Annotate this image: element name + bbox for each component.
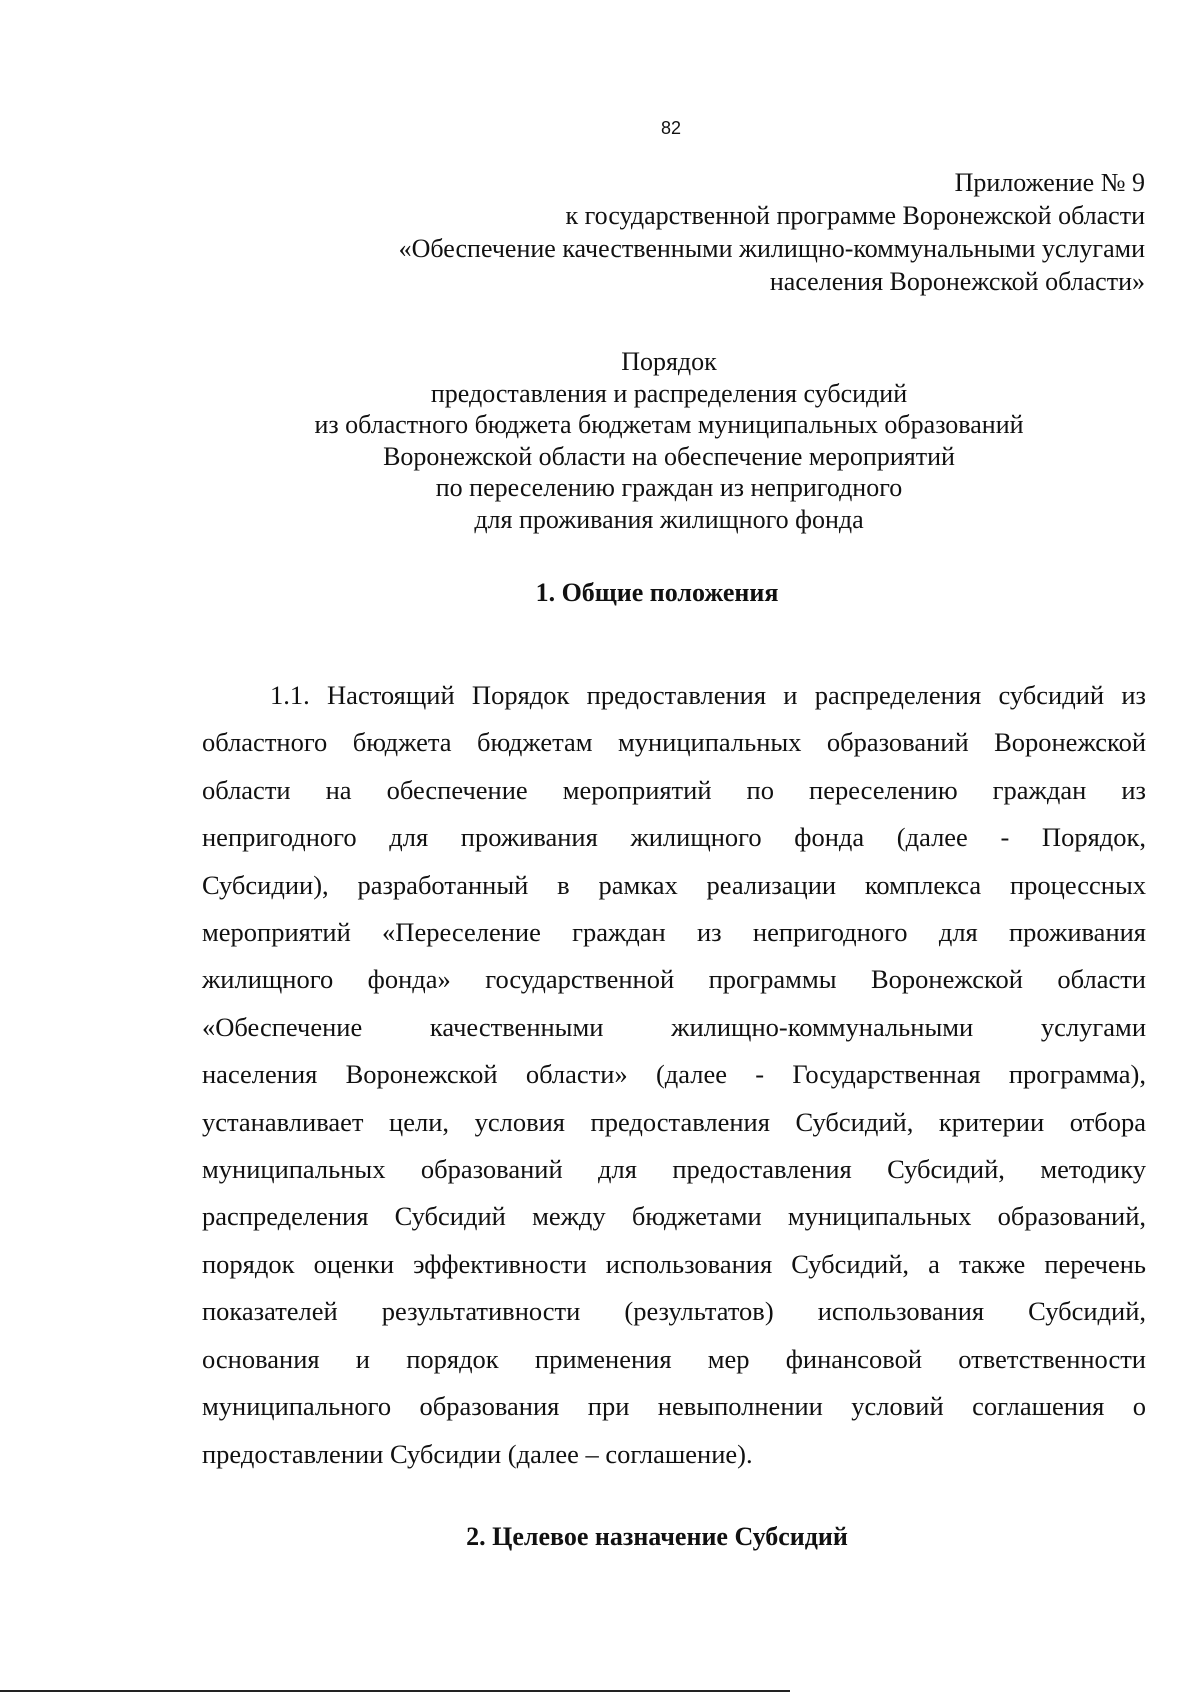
document-title-line: предоставления и распределения субсидий xyxy=(430,378,908,408)
paragraph-line: показателей результативности (результатов) использования Субсидий, xyxy=(202,1296,1146,1327)
appendix-line: Приложение № 9 xyxy=(954,168,1145,197)
paragraph-line: мероприятий «Переселение граждан из непригодного для проживания xyxy=(202,917,1146,948)
paragraph-line: области на обеспечение мероприятий по переселению граждан из xyxy=(202,774,1146,805)
paragraph-line: муниципальных образований для предоставления Субсидий, методику xyxy=(202,1154,1146,1185)
paragraph-line: 1.1. Настоящий Порядок предоставления и распределения субсидий из xyxy=(270,680,1146,710)
appendix-line: населения Воронежской области» xyxy=(769,267,1145,296)
paragraph-line: порядок оценки эффективности использования Субсидий, а также перечень xyxy=(202,1248,1146,1279)
paragraph-line: областного бюджета бюджетам муниципальных образований Воронежской xyxy=(202,727,1146,758)
document-title-line: из областного бюджета бюджетам муниципальных образований xyxy=(314,410,1024,439)
document-title xyxy=(0,346,1200,535)
document-title-line: Воронежской области на обеспечение мероприятий xyxy=(383,441,955,471)
page-number: 82 xyxy=(660,118,682,138)
paragraph-line: основания и порядок применения мер финансовой ответственности xyxy=(202,1343,1146,1374)
paragraph-line: непригодного для проживания жилищного фонда (далее - Порядок, xyxy=(202,822,1146,853)
paragraph-line: Субсидии), разработанный в рамках реализации комплекса процессных xyxy=(202,869,1146,900)
document-title-line: по переселению граждан из непригодного xyxy=(435,473,903,502)
paragraph-line: устанавливает цели, условия предоставления Субсидий, критерии отбора xyxy=(202,1106,1146,1137)
appendix-line: к государственной программе Воронежской области xyxy=(565,201,1145,230)
document-title-line: для проживания жилищного фонда xyxy=(474,504,864,534)
paragraph-line: населения Воронежской области» (далее - Государственная программа), xyxy=(202,1059,1146,1090)
section-2-heading: 2. Целевое назначение Субсидий xyxy=(466,1522,848,1551)
paragraph-line: жилищного фонда» государственной программы Воронежской области xyxy=(202,964,1146,995)
section-1-paragraph xyxy=(202,672,1146,1478)
appendix-line: «Обеспечение качественными жилищно-коммунальными услугами xyxy=(398,234,1145,263)
document-title-line: Порядок xyxy=(621,347,717,376)
paragraph-line: предоставлении Субсидии (далее – соглашение). xyxy=(202,1438,753,1469)
section-1-heading: 1. Общие положения xyxy=(535,578,779,607)
paragraph-line: «Обеспечение качественными жилищно-коммунальными услугами xyxy=(202,1011,1146,1042)
paragraph-line: муниципального образования при невыполнении условий соглашения о xyxy=(202,1391,1146,1422)
paragraph-line: распределения Субсидий между бюджетами муниципальных образований, xyxy=(202,1201,1146,1232)
appendix-header xyxy=(399,166,1145,298)
